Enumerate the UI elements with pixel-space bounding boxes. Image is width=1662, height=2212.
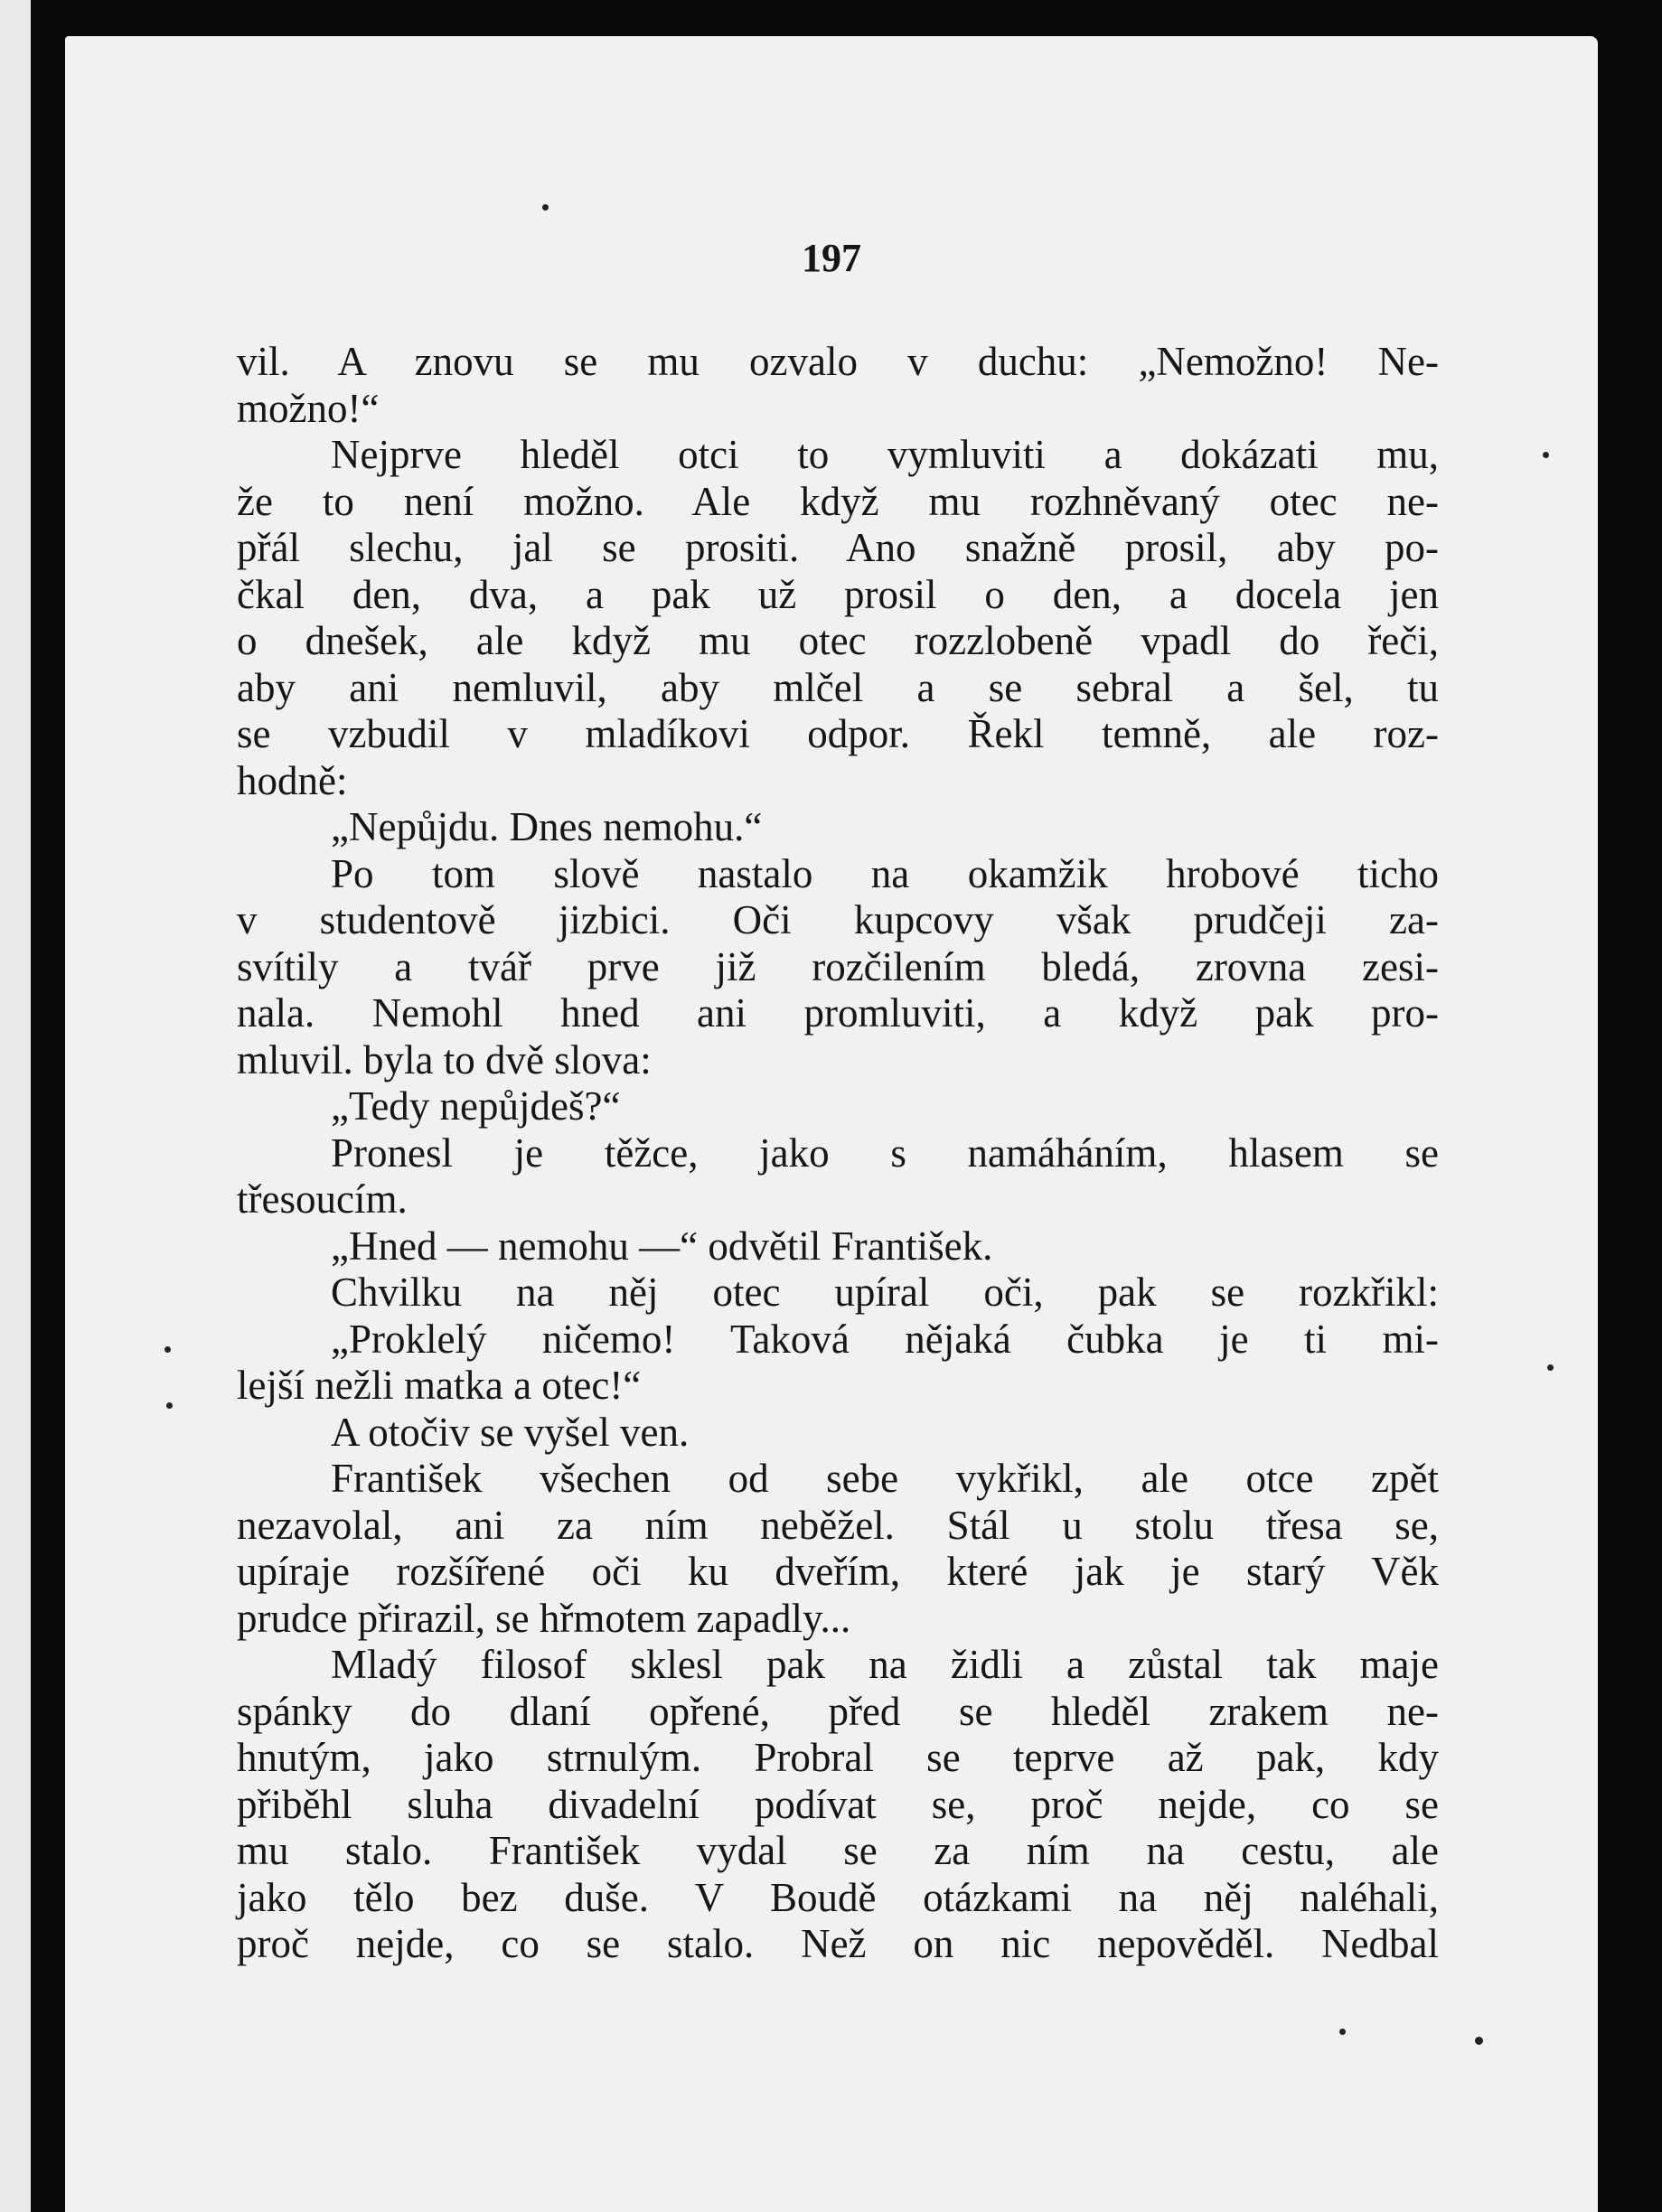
text-line: vil. A znovu se mu ozvalo v duchu: „Nemožno! Ne-: [237, 339, 1439, 384]
text-line: proč nejde, co se stalo. Než on nic nepověděl. Nedbal: [237, 1921, 1439, 1966]
text-line: v studentově jizbici. Oči kupcovy však prudčeji za-: [237, 897, 1439, 942]
text-line: „Tedy nepůjdeš?“: [331, 1083, 621, 1129]
text-line: se vzbudil v mladíkovi odpor. Řekl temně, ale roz-: [237, 711, 1439, 756]
print-speck: [164, 1346, 171, 1353]
print-speck: [1339, 2029, 1346, 2035]
text-line: o dnešek, ale když mu otec rozzlobeně vpadl do řeči,: [237, 618, 1439, 663]
text-line: jako tělo bez duše. V Boudě otázkami na něj naléhali,: [237, 1874, 1439, 1920]
text-line: Mladý filosof sklesl pak na židli a zůstal tak maje: [331, 1642, 1439, 1687]
print-speck: [166, 1402, 173, 1409]
text-line: prudce přirazil, se hřmotem zapadly...: [237, 1595, 851, 1641]
body-text: [237, 339, 1439, 1968]
text-line: lejší nežli matka a otec!“: [237, 1363, 642, 1408]
text-line: čkal den, dva, a pak už prosil o den, a docela jen: [237, 571, 1439, 617]
page-sheet: [65, 36, 1598, 2212]
print-speck: [1543, 452, 1549, 458]
adjacent-page-edge: [0, 0, 31, 2212]
text-line: že to není možno. Ale když mu rozhněvaný otec ne-: [237, 478, 1439, 524]
text-line: aby ani nemluvil, aby mlčel a se sebral a šel, tu: [237, 664, 1439, 710]
text-line: mu stalo. František vydal se za ním na cestu, ale: [237, 1828, 1439, 1873]
text-line: A otočiv se vyšel ven.: [331, 1409, 690, 1455]
print-speck: [1475, 2037, 1483, 2045]
text-line: přál slechu, jal se prositi. Ano snažně prosil, aby po-: [237, 525, 1439, 570]
print-speck: [1547, 1364, 1554, 1371]
text-line: Nejprve hleděl otci to vymluviti a dokázati mu,: [331, 432, 1439, 477]
text-line: třesoucím.: [237, 1176, 408, 1222]
page-number: 197: [802, 236, 861, 280]
text-line: možno!“: [237, 385, 380, 431]
text-line: přiběhl sluha divadelní podívat se, proč nejde, co se: [237, 1781, 1439, 1827]
text-line: nezavolal, ani za ním neběžel. Stál u stolu třesa se,: [237, 1502, 1439, 1548]
text-line: upíraje rozšířené oči ku dveřím, které jak je starý Věk: [237, 1549, 1439, 1594]
text-line: Chvilku na něj otec upíral oči, pak se rozkřikl:: [331, 1270, 1439, 1315]
text-line: spánky do dlaní opřené, před se hleděl zrakem ne-: [237, 1688, 1439, 1734]
text-line: „Proklelý ničemo! Taková nějaká čubka je ti mi-: [331, 1316, 1439, 1362]
text-line: „Hned — nemohu —“ odvětil František.: [331, 1223, 993, 1269]
text-line: František všechen od sebe vykřikl, ale otce zpět: [331, 1456, 1439, 1501]
text-line: „Nepůjdu. Dnes nemohu.“: [331, 804, 763, 849]
text-line: hnutým, jako strnulým. Probral se teprve až pak, kdy: [237, 1735, 1439, 1780]
text-line: hodně:: [237, 757, 348, 803]
text-line: mluvil. byla to dvě slova:: [237, 1036, 652, 1083]
text-line: svítily a tvář prve již rozčilením bledá, zrovna zesi-: [237, 943, 1439, 989]
text-line: nala. Nemohl hned ani promluviti, a když pak pro-: [237, 990, 1439, 1036]
print-speck: [542, 204, 549, 211]
text-line: Po tom slově nastalo na okamžik hrobové ticho: [331, 850, 1439, 896]
text-line: Pronesl je těžce, jako s namáháním, hlasem se: [331, 1129, 1439, 1176]
